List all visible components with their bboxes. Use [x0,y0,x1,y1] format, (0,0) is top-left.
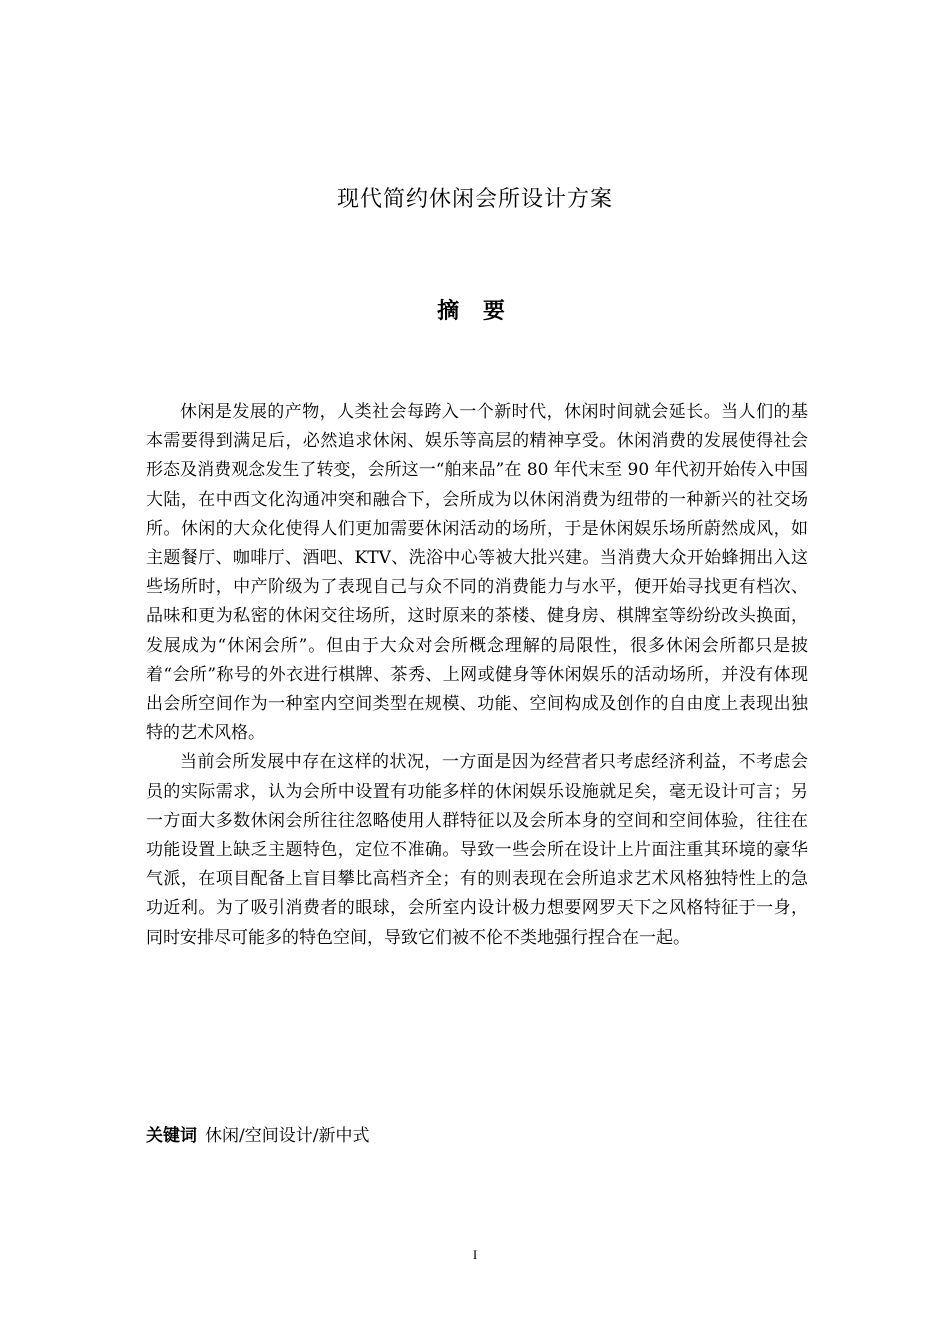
page-number: I [472,1247,478,1262]
keywords-line [146,1122,808,1150]
keywords-label: 关键词 [146,1126,197,1146]
abstract-heading: 摘 要 [437,299,513,324]
keywords-value: 休闲/空间设计/新中式 [205,1126,370,1146]
document-title: 现代简约休闲会所设计方案 [336,187,613,212]
abstract-body [146,398,808,953]
abstract-paragraph-1: 休闲是发展的产物，人类社会每跨入一个新时代，休闲时间就会延长。当人们的基本需要得到满足后，必然追求休闲、娱乐等高层的精神享受。休闲消费的发展使得社会形态及消费观念发生了转变，会所这一“舶来品”在 80 年代末至 90 年代初开始传入中国大陆，在中西文化沟通冲突和融合下，会所成为以休闲消费为纽带的一种新兴的社交场所。休闲的大众化使得人们更加需要休闲活动的场所，于是休闲娱乐场所蔚然成风，如主题餐厅、咖啡厅、酒吧、KTV、洗浴中心等被大批兴建。当消费大众开始蜂拥出入这些场所时，中产阶级为了表现自己与众不同的消费能力与水平，便开始寻找更有档次、品味和更为私密的休闲交往场所，这时原来的茶楼、健身房、棋牌室等纷纷改头换面，发展成为“休闲会所”。但由于大众对会所概念理解的局限性，很多休闲会所都只是披着“会所”称号的外衣进行棋牌、茶秀、上网或健身等休闲娱乐的活动场所，并没有体现出会所空间作为一种室内空间类型在规模、功能、空间构成及创作的自由度上表现出独特的艺术风格。 [146,402,808,744]
abstract-paragraph-2: 当前会所发展中存在这样的状况，一方面是因为经营者只考虑经济利益，不考虑会员的实际需求，认为会所中设置有功能多样的休闲娱乐设施就足矣，毫无设计可言；另一方面大多数休闲会所往往忽略使用人群特征以及会所本身的空间和空间体验，往往在功能设置上缺乏主题特色，定位不准确。导致一些会所在设计上片面注重其环境的豪华气派，在项目配备上盲目攀比高档齐全；有的则表现在会所追求艺术风格独特性上的急功近利。为了吸引消费者的眼球，会所室内设计极力想要网罗天下之风格特征于一身，同时安排尽可能多的特色空间，导致它们被不伦不类地强行捏合在一起。 [146,752,808,948]
